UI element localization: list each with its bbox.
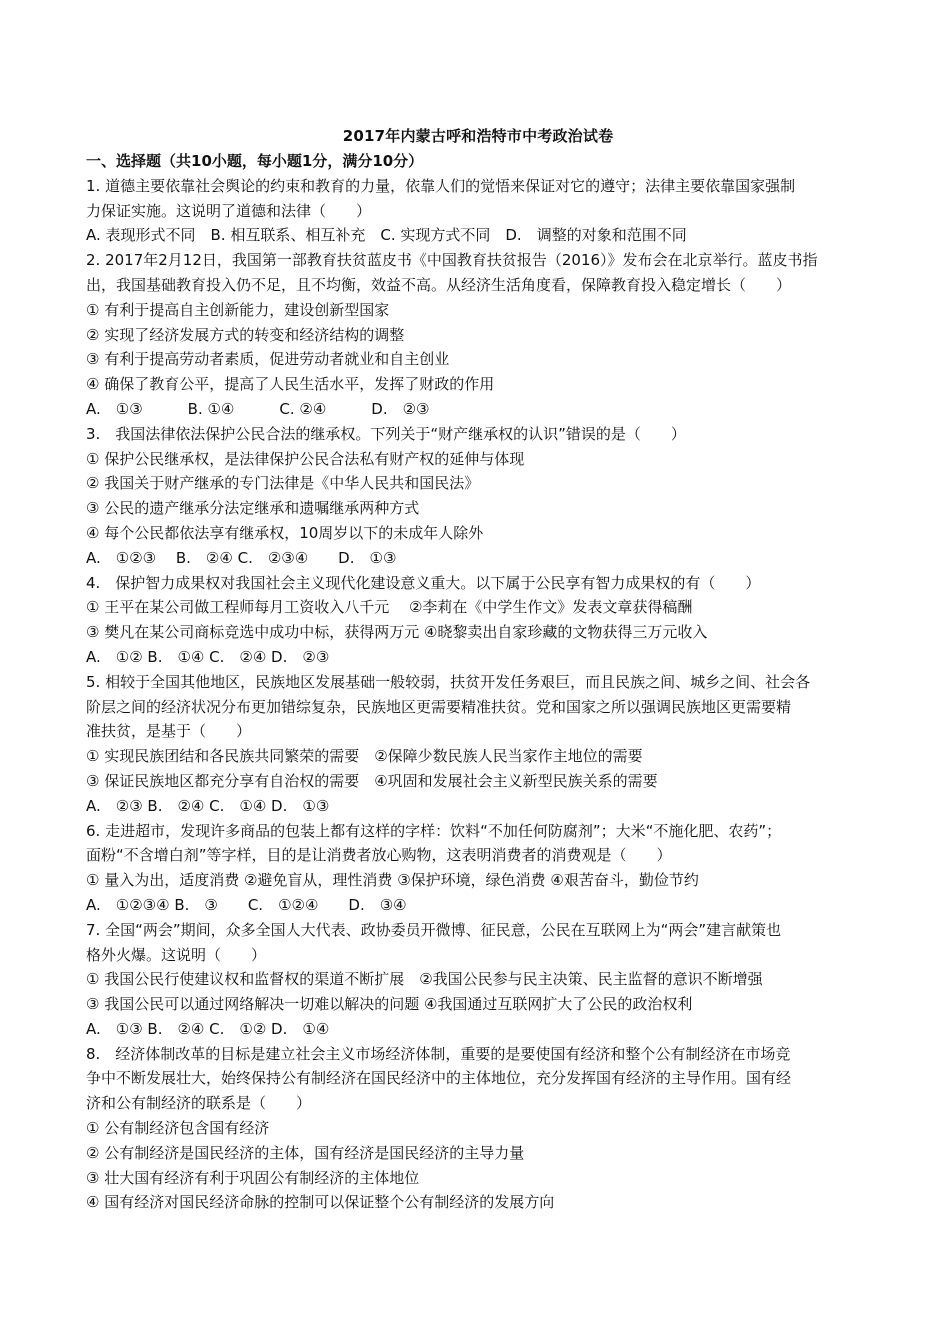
text-line: ② 公有制经济是国民经济的主体，国有经济是国民经济的主导力量 xyxy=(86,1143,525,1162)
text-line: 5. 相较于全国其他地区，民族地区发展基础一般较弱，扶贫开发任务艰巨，而且民族之间、城乡之间、社会各 xyxy=(86,672,811,691)
text-line: A. ②③ B. ②④ C. ①④ D. ①③ xyxy=(86,796,330,815)
text-line: 2. 2017年2月12日，我国第一部教育扶贫蓝皮书《中国教育扶贫报告（2016）》发布会在北京举行。蓝皮书指 xyxy=(86,251,818,270)
text-line: ② 我国关于财产继承的专门法律是《中华人民共和国民法》 xyxy=(86,474,480,493)
text-line: 格外火爆。这说明（ ） xyxy=(86,945,267,964)
text-line: ① 王平在某公司做工程师每月工资收入八千元 ②李莉在《中学生作文》发表文章获得稿酬 xyxy=(86,598,693,617)
text-line: 面粉“不含增白剂”等字样，目的是让消费者放心购物，这表明消费者的消费观是（ ） xyxy=(86,846,672,865)
text-line: A. ①②③ B. ②④ C. ②③④ D. ①③ xyxy=(86,548,397,567)
question-lines xyxy=(86,174,870,1215)
text-line: ③ 壮大国有经济有利于巩固公有制经济的主体地位 xyxy=(86,1168,420,1187)
text-line: ③ 保证民族地区都充分享有自治权的需要 ④巩固和发展社会主义新型民族关系的需要 xyxy=(86,771,658,790)
text-line: 7. 全国“两会”期间，众多全国人大代表、政协委员开微博、征民意，公民在互联网上为“两会”建言献策也 xyxy=(86,920,782,939)
text-line: ① 公有制经济包含国有经济 xyxy=(86,1119,270,1138)
text-line: A. ①③ B. ②④ C. ①② D. ①④ xyxy=(86,1019,330,1038)
text-line: 准扶贫，是基于（ ） xyxy=(86,722,252,741)
text-line: 阶层之间的经济状况分布更加错综复杂，民族地区更需要精准扶贫。党和国家之所以强调民族地区更需要精 xyxy=(86,697,792,716)
text-line: ④ 每个公民都依法享有继承权，10周岁以下的未成年人除外 xyxy=(86,523,484,542)
text-line: ① 量入为出，适度消费 ②避免盲从，理性消费 ③保护环境，绿色消费 ④艰苦奋斗，勤俭节约 xyxy=(86,871,699,890)
text-line: A. ①③ B. ①④ C. ②④ D. ②③ xyxy=(86,399,430,418)
text-line: 力保证实施。这说明了道德和法律（ ） xyxy=(86,201,372,220)
text-line: ① 实现民族团结和各民族共同繁荣的需要 ②保障少数民族人民当家作主地位的需要 xyxy=(86,747,643,766)
text-line: ① 有利于提高自主创新能力，建设创新型国家 xyxy=(86,300,390,319)
text-line: ③ 有利于提高劳动者素质，促进劳动者就业和自主创业 xyxy=(86,350,450,369)
text-line: 6. 走进超市，发现许多商品的包装上都有这样的字样：饮料“不加任何防腐剂”；大米“不施化肥、农药”； xyxy=(86,821,782,840)
text-line: ① 保护公民继承权，是法律保护公民合法私有财产权的延伸与体现 xyxy=(86,449,525,468)
text-line: ③ 樊凡在某公司商标竞选中成功中标，获得两万元 ④晓黎卖出自家珍藏的文物获得三万元收入 xyxy=(86,623,708,642)
text-line: 1. 道德主要依靠社会舆论的约束和教育的力量，依靠人们的觉悟来保证对它的遵守；法律主要依靠国家强制 xyxy=(86,176,796,195)
page-title: 2017年内蒙古呼和浩特市中考政治试卷 xyxy=(342,127,614,145)
text-line: A. ①②③④ B. ③ C. ①②④ D. ③④ xyxy=(86,895,407,914)
section-heading: 一、选择题（共10小题，每小题1分，满分10分） xyxy=(86,152,424,170)
text-line: ③ 公民的遗产继承分法定继承和遗嘱继承两种方式 xyxy=(86,499,420,518)
text-line: ④ 确保了教育公平，提高了人民生活水平，发挥了财政的作用 xyxy=(86,375,495,394)
text-line: ① 我国公民行使建议权和监督权的渠道不断扩展 ②我国公民参与民主决策、民主监督的意识不断增强 xyxy=(86,970,763,989)
exam-content xyxy=(86,125,870,1215)
text-line: A. ①② B. ①④ C. ②④ D. ②③ xyxy=(86,647,330,666)
text-line: 济和公有制经济的联系是（ ） xyxy=(86,1094,312,1113)
text-line: 出，我国基础教育投入仍不足，且不均衡，效益不高。从经济生活角度看，保障教育投入稳定增长（ ） xyxy=(86,275,792,294)
text-line: ② 实现了经济发展方式的转变和经济结构的调整 xyxy=(86,325,405,344)
text-line: A. 表现形式不同 B. 相互联系、相互补充 C. 实现方式不同 D. 调整的对象和范围不同 xyxy=(86,226,687,245)
text-line: ④ 国有经济对国民经济命脉的控制可以保证整个公有制经济的发展方向 xyxy=(86,1193,555,1212)
text-line: 8. 经济体制改革的目标是建立社会主义市场经济体制，重要的是要使国有经济和整个公有制经济在市场竞 xyxy=(86,1044,791,1063)
text-line: 争中不断发展壮大，始终保持公有制经济在国民经济中的主体地位，充分发挥国有经济的主导作用。国有经 xyxy=(86,1069,792,1088)
text-line: ③ 我国公民可以通过网络解决一切难以解决的问题 ④我国通过互联网扩大了公民的政治权利 xyxy=(86,995,693,1014)
text-line: 4. 保护智力成果权对我国社会主义现代化建设意义重大。以下属于公民享有智力成果权的有（ ） xyxy=(86,573,761,592)
text-line: 3. 我国法律依法保护公民合法的继承权。下列关于“财产继承权的认识”错误的是（ ） xyxy=(86,424,686,443)
